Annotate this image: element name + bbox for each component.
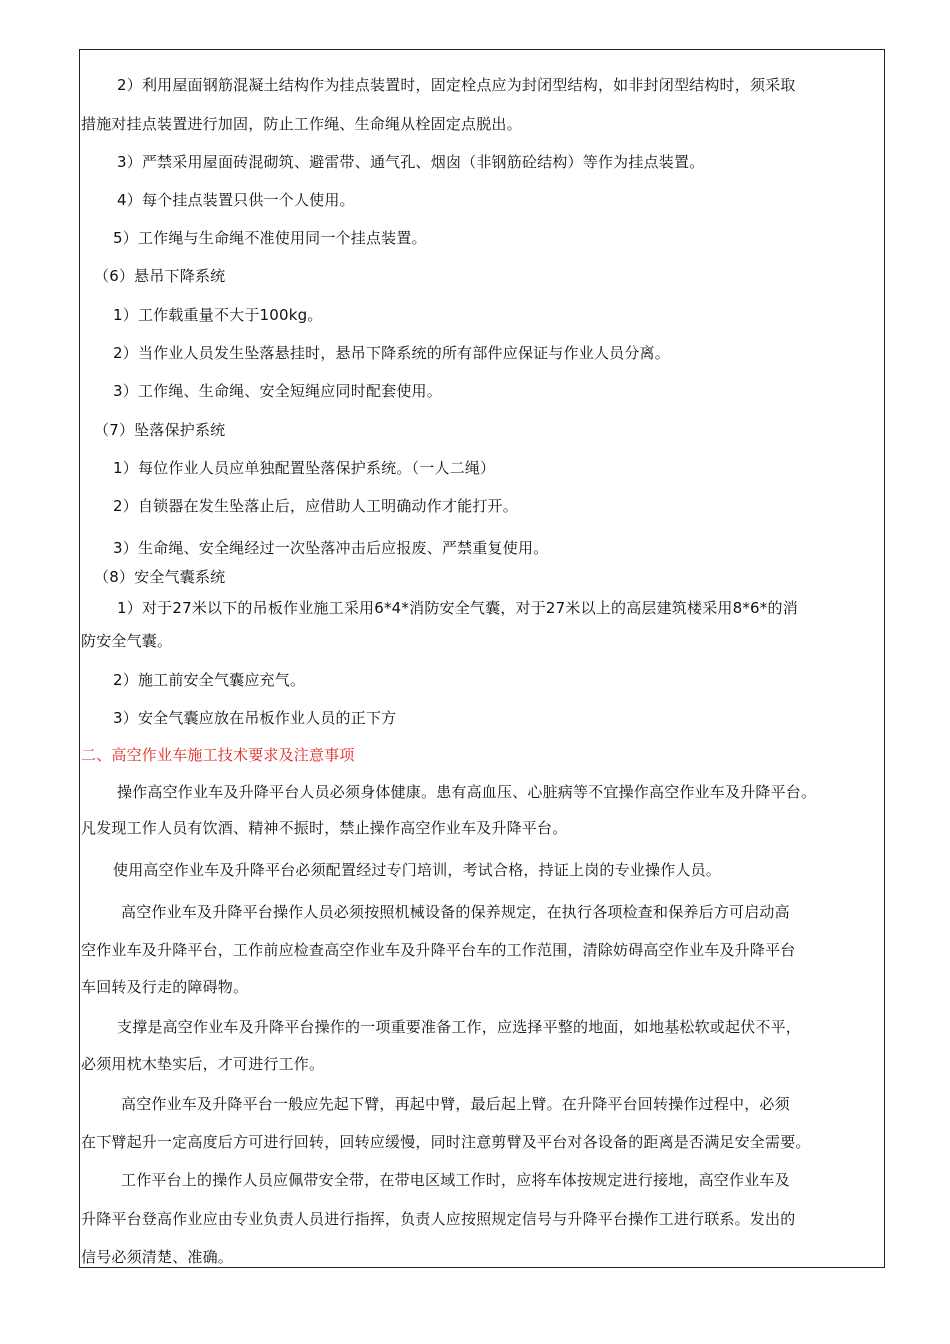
paragraph-line: 信号必须清楚、准确。	[81, 1248, 234, 1266]
paragraph-line: 防安全气囊。	[81, 632, 173, 650]
paragraph-line: 使用高空作业车及升降平台必须配置经过专门培训，考试合格，持证上岗的专业操作人员。	[113, 861, 722, 879]
paragraph-line: 升降平台登高作业应由专业负责人员进行指挥，负责人应按照规定信号与升降平台操作工进行联系。发出的	[81, 1210, 796, 1228]
paragraph-line: 3）安全气囊应放在吊板作业人员的正下方	[113, 709, 397, 727]
paragraph-line: 空作业车及升降平台，工作前应检查高空作业车及升降平台车的工作范围，清除妨碍高空作业车及升降平台	[81, 941, 796, 959]
paragraph-line: 措施对挂点装置进行加固，防止工作绳、生命绳从栓固定点脱出。	[81, 115, 522, 133]
section-heading: 二、高空作业车施工技术要求及注意事项	[81, 746, 355, 764]
paragraph-line: 3）严禁采用屋面砖混砌筑、避雷带、通气孔、烟囱（非钢筋砼结构）等作为挂点装置。	[117, 153, 705, 171]
paragraph-line: 3）生命绳、安全绳经过一次坠落冲击后应报废、严禁重复使用。	[113, 539, 549, 557]
paragraph-line: 2）施工前安全气囊应充气。	[113, 671, 306, 689]
paragraph-line: 2）当作业人员发生坠落悬挂时，悬吊下降系统的所有部件应保证与作业人员分离。	[113, 344, 670, 362]
paragraph-line: 1）每位作业人员应单独配置坠落保护系统。（一人二绳）	[113, 459, 496, 477]
paragraph-line: 必须用枕木垫实后，才可进行工作。	[81, 1055, 325, 1073]
paragraph-line: （6）悬吊下降系统	[94, 267, 226, 285]
paragraph-line: （8）安全气囊系统	[94, 568, 226, 586]
paragraph-line: 4）每个挂点装置只供一个人使用。	[117, 191, 355, 209]
paragraph-line: 高空作业车及升降平台操作人员必须按照机械设备的保养规定，在执行各项检查和保养后方可启动高	[121, 903, 790, 921]
paragraph-line: 1）对于27米以下的吊板作业施工采用6*4*消防安全气囊，对于27米以上的高层建筑楼采用8*6*的消	[117, 599, 798, 617]
paragraph-line: 3）工作绳、生命绳、安全短绳应同时配套使用。	[113, 382, 442, 400]
paragraph-line: 5）工作绳与生命绳不准使用同一个挂点装置。	[113, 229, 427, 247]
paragraph-line: 支撑是高空作业车及升降平台操作的一项重要准备工作，应选择平整的地面，如地基松软或起伏不平，	[117, 1018, 802, 1036]
paragraph-line: 1）工作载重量不大于100kg。	[113, 306, 323, 324]
paragraph-line: 凡发现工作人员有饮酒、精神不振时，禁止操作高空作业车及升降平台。	[81, 819, 568, 837]
paragraph-line: 在下臂起升一定高度后方可进行回转，回转应缓慢，同时注意剪臂及平台对各设备的距离是否满足安全需要。	[81, 1133, 811, 1151]
paragraph-line: 操作高空作业车及升降平台人员必须身体健康。患有高血压、心脏病等不宜操作高空作业车及升降平台。	[117, 783, 817, 801]
paragraph-line: 工作平台上的操作人员应佩带安全带，在带电区域工作时，应将车体按规定进行接地，高空作业车及	[121, 1171, 790, 1189]
paragraph-line: 车回转及行走的障碍物。	[81, 978, 249, 996]
paragraph-line: 2）利用屋面钢筋混凝土结构作为挂点装置时，固定栓点应为封闭型结构，如非封闭型结构时，须采取	[117, 76, 796, 94]
paragraph-line: （7）坠落保护系统	[94, 421, 226, 439]
paragraph-line: 2）自锁器在发生坠落止后，应借助人工明确动作才能打开。	[113, 497, 518, 515]
paragraph-line: 高空作业车及升降平台一般应先起下臂，再起中臂，最后起上臂。在升降平台回转操作过程中，必须	[121, 1095, 790, 1113]
